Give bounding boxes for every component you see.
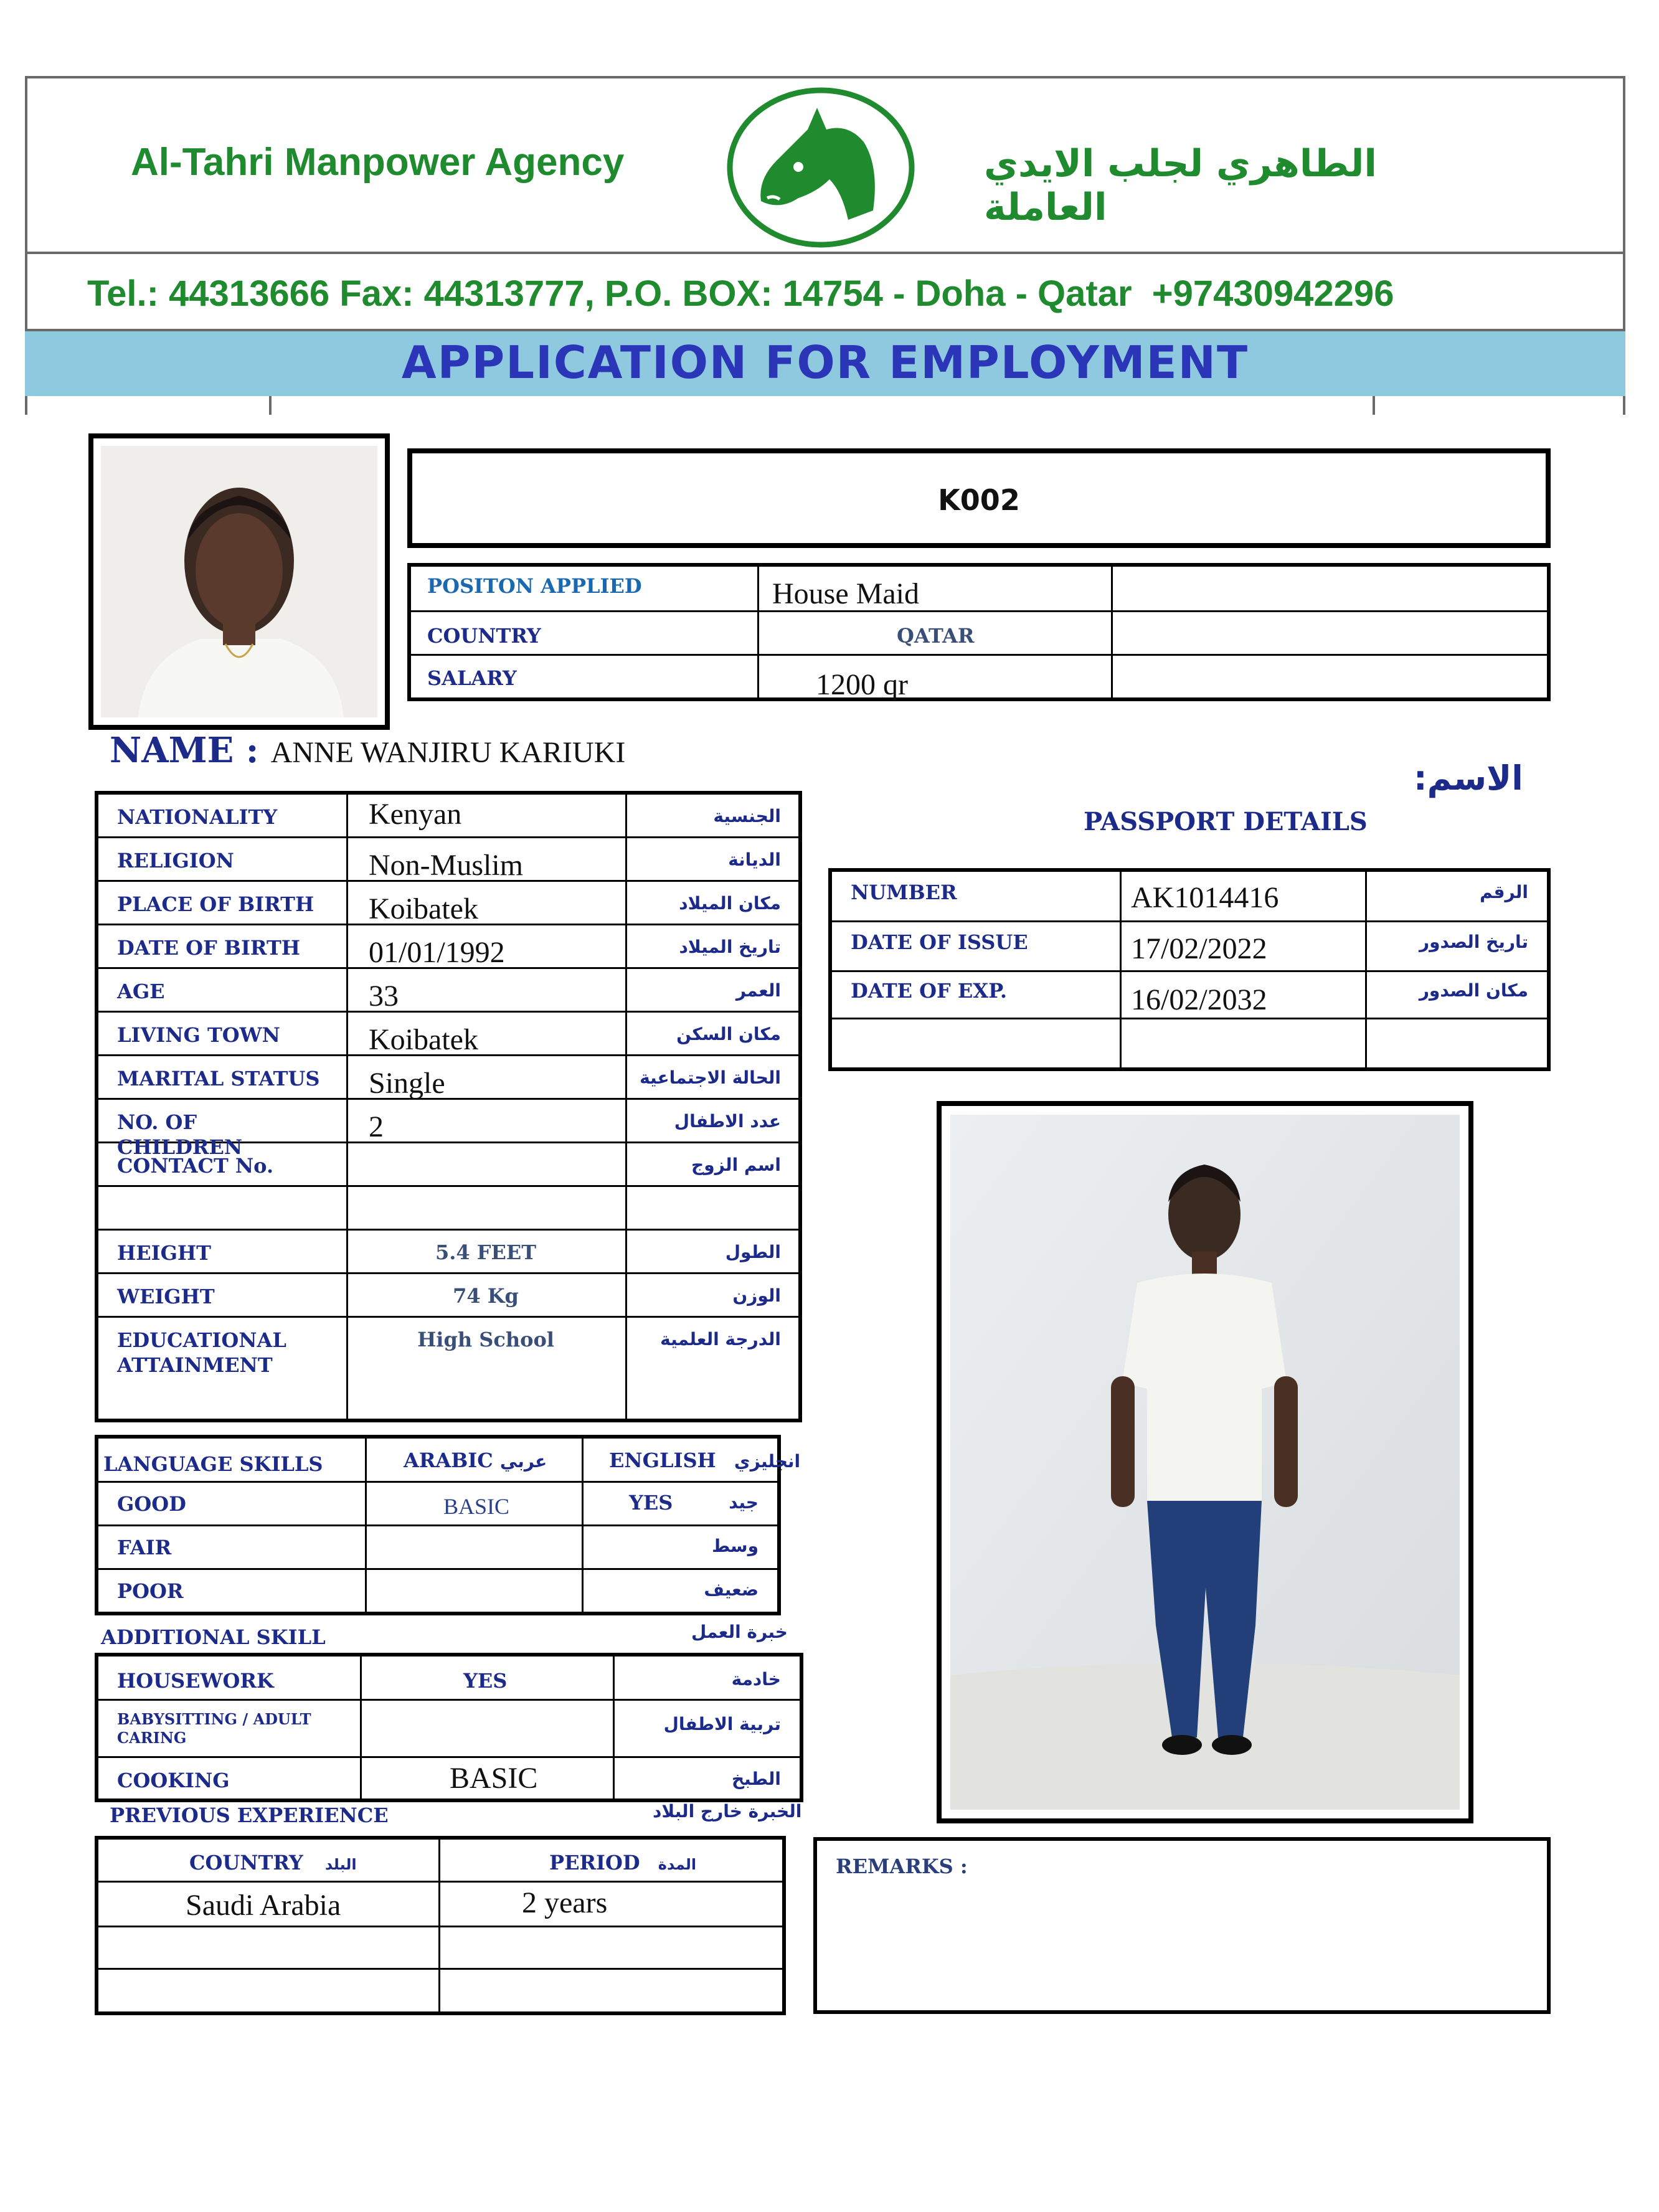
personal-row <box>98 925 798 969</box>
arabic-header-ar: عربي <box>499 1451 547 1472</box>
cooking-value: BASIC <box>450 1762 538 1795</box>
portrait-photo <box>101 446 377 717</box>
housework-value: YES <box>463 1669 508 1693</box>
personal-row-value: High School <box>417 1328 554 1351</box>
babysitting-ar: تربية الاطفال <box>663 1714 781 1734</box>
personal-row-label-ar: العمر <box>735 980 781 1001</box>
personal-row <box>98 1100 798 1159</box>
contact-line: Tel.: 44313666 Fax: 44313777, P.O. BOX: 14754 - Doha - Qatar +97430942296 <box>87 273 1394 314</box>
arabic-header <box>404 1449 547 1472</box>
personal-row <box>98 1231 798 1274</box>
personal-row <box>98 795 798 838</box>
personal-row-label: HEIGHT <box>117 1241 211 1265</box>
passport-number-ar: الرقم <box>1480 882 1528 902</box>
personal-row-label: RELIGION <box>117 849 234 872</box>
agency-name-ar: الطاهري لجلب الايدي العاملة <box>984 142 1377 229</box>
personal-row-value: Koibatek <box>369 1023 478 1056</box>
personal-row-value: 2 <box>369 1110 384 1143</box>
additional-skill-table <box>95 1653 803 1802</box>
position-label: POSITON APPLIED <box>427 574 642 598</box>
personal-row-label-ar: الوزن <box>732 1285 781 1306</box>
strip-divider-left <box>269 396 272 415</box>
salary-label: SALARY <box>427 666 517 690</box>
personal-row-label-ar: تاريخ الميلاد <box>679 937 781 957</box>
full-body-photo-frame <box>937 1101 1473 1823</box>
personal-row-value: 74 Kg <box>453 1284 519 1308</box>
housework-ar: خادمة <box>731 1669 781 1690</box>
exp-country-header-en: COUNTRY <box>189 1851 303 1874</box>
additional-skill-title-ar: خبرة العمل <box>691 1622 788 1642</box>
exp-period-header-en: PERIOD <box>549 1851 640 1874</box>
salary-value: 1200 qr <box>816 668 908 701</box>
personal-row <box>98 882 798 925</box>
personal-row-label: WEIGHT <box>117 1285 215 1308</box>
previous-experience-title: PREVIOUS EXPERIENCE <box>110 1803 389 1827</box>
personal-row-label: PLACE OF BIRTH <box>117 892 314 916</box>
name-value: ANNE WANJIRU KARIUKI <box>270 736 626 769</box>
reference-code: K002 <box>938 483 1020 517</box>
passport-table <box>828 868 1551 1071</box>
personal-row-value: 01/01/1992 <box>369 936 505 969</box>
personal-row-value: Single <box>369 1067 445 1100</box>
lang-fair-label: FAIR <box>117 1536 172 1559</box>
expiry-date-ar: مكان الصدور <box>1419 980 1528 1001</box>
personal-row-label: NO. OF CHILDREN <box>117 1110 243 1159</box>
personal-row-label-ar: اسم الزوج <box>691 1155 781 1175</box>
personal-row <box>98 1143 798 1187</box>
issue-date-value: 17/02/2022 <box>1131 932 1267 965</box>
lang-poor-ar: ضعيف <box>704 1579 759 1600</box>
additional-skill-title: ADDITIONAL SKILL <box>101 1625 326 1649</box>
name-label-ar: الاسم: <box>1414 759 1523 798</box>
country-label: COUNTRY <box>427 624 541 648</box>
personal-row-label-ar: عدد الاطفال <box>674 1111 781 1132</box>
expiry-date-value: 16/02/2032 <box>1131 983 1267 1016</box>
exp-country-header-ar: البلد <box>324 1856 357 1873</box>
english-header <box>609 1449 800 1472</box>
personal-row-label-ar: الحالة الاجتماعية <box>640 1067 781 1088</box>
personal-row-label: DATE OF BIRTH <box>117 936 300 960</box>
issue-date-ar: تاريخ الصدور <box>1419 932 1528 952</box>
passport-number-value: AK1014416 <box>1131 881 1279 914</box>
header-strip <box>25 396 1625 415</box>
personal-row-label: NATIONALITY <box>117 805 278 829</box>
form-title: APPLICATION FOR EMPLOYMENT <box>401 336 1249 389</box>
language-skills-header: LANGUAGE SKILLS <box>103 1452 323 1476</box>
portrait-photo-frame <box>88 433 390 730</box>
cooking-label: COOKING <box>117 1769 230 1792</box>
personal-row-value: Kenyan <box>369 798 462 831</box>
passport-number-label: NUMBER <box>851 881 957 904</box>
country-value: QATAR <box>897 624 975 648</box>
personal-row <box>98 1013 798 1056</box>
lang-poor-label: POOR <box>117 1579 184 1603</box>
reference-box <box>407 448 1551 548</box>
housework-label: HOUSEWORK <box>117 1669 274 1693</box>
personal-row <box>98 1274 798 1318</box>
personal-row-label-ar: مكان السكن <box>676 1024 781 1044</box>
personal-row <box>98 969 798 1013</box>
personal-row-value: 33 <box>369 980 399 1013</box>
exp-period-header-ar: المدة <box>658 1856 697 1873</box>
experience-table <box>95 1836 786 2015</box>
english-header-en: ENGLISH <box>609 1449 716 1472</box>
lang-good-label: GOOD <box>117 1492 186 1516</box>
exp-row-1-period: 2 years <box>522 1886 608 1919</box>
personal-row-label: MARITAL STATUS <box>117 1067 320 1090</box>
personal-row <box>98 1187 798 1231</box>
personal-row-label-ar: مكان الميلاد <box>679 893 781 914</box>
personal-row-value: Koibatek <box>369 892 478 925</box>
lang-good-arabic: BASIC <box>443 1494 510 1519</box>
previous-experience-title-ar: الخبرة خارج البلاد <box>653 1801 802 1822</box>
name-label: NAME : <box>110 730 259 771</box>
agency-name-en: Al-Tahri Manpower Agency <box>131 141 625 184</box>
personal-row-label-ar: الجنسية <box>713 806 781 826</box>
personal-row <box>98 1056 798 1100</box>
personal-row-value: Non-Muslim <box>369 849 524 882</box>
babysitting-label: BABYSITTING / ADULT CARING <box>117 1710 311 1747</box>
remarks-box <box>813 1837 1551 2014</box>
exp-period-header <box>549 1851 696 1874</box>
personal-row-label: EDUCATIONAL ATTAINMENT <box>117 1328 286 1377</box>
lang-good-english: YES <box>629 1491 673 1515</box>
personal-row-label: LIVING TOWN <box>117 1023 280 1047</box>
lang-fair-ar: وسط <box>712 1536 759 1556</box>
full-body-photo <box>950 1115 1460 1810</box>
personal-row-label: CONTACT No. <box>117 1154 274 1178</box>
lang-good-ar: جيد <box>729 1492 759 1513</box>
personal-row-label: AGE <box>117 980 165 1003</box>
exp-row-1-country: Saudi Arabia <box>186 1889 341 1922</box>
expiry-date-label: DATE OF EXP. <box>851 979 1008 1003</box>
cooking-ar: الطبخ <box>732 1769 781 1789</box>
personal-row-label-ar: الديانة <box>728 849 781 870</box>
english-header-ar: انجليزي <box>734 1451 801 1472</box>
passport-title: PASSPORT DETAILS <box>1084 807 1368 836</box>
language-table <box>95 1435 801 1615</box>
remarks-label: REMARKS : <box>836 1855 968 1878</box>
position-table <box>407 563 1551 701</box>
personal-row <box>98 1318 798 1419</box>
agency-logo <box>724 86 918 249</box>
exp-country-header <box>189 1851 357 1874</box>
personal-row <box>98 838 798 882</box>
strip-divider-right <box>1373 396 1375 415</box>
personal-row-label-ar: الطول <box>725 1242 781 1262</box>
personal-row-label-ar: الدرجة العلمية <box>660 1329 781 1349</box>
position-value: House Maid <box>772 577 919 610</box>
name-row <box>110 730 625 771</box>
personal-row-value: 5.4 FEET <box>435 1241 537 1264</box>
arabic-header-en: ARABIC <box>404 1449 493 1472</box>
issue-date-label: DATE OF ISSUE <box>851 930 1028 954</box>
